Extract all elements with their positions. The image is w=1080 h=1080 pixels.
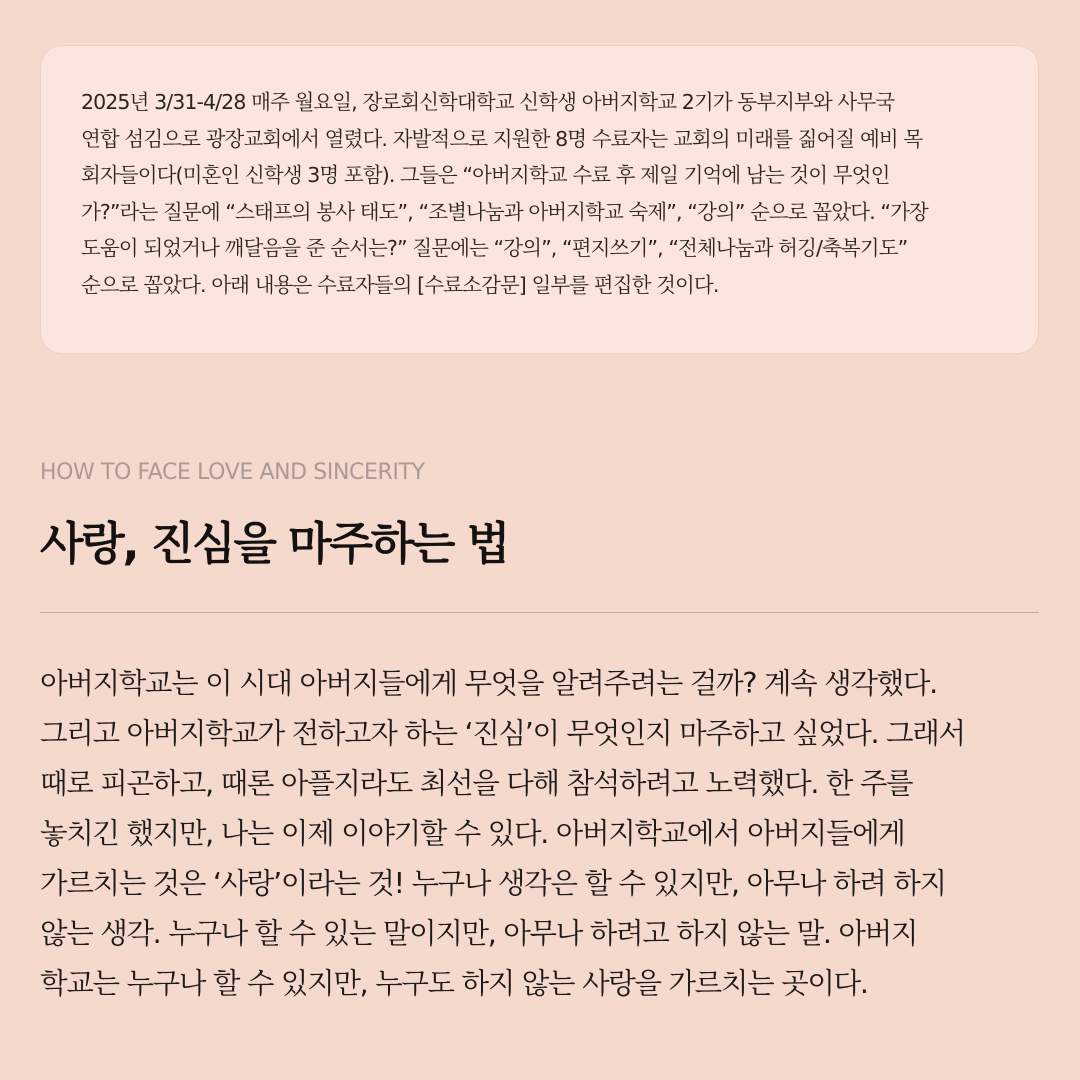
body-paragraph (40, 659, 1050, 1009)
body-line: 놓치긴 했지만, 나는 이제 이야기할 수 있다. 아버지학교에서 아버지들에게 (40, 817, 905, 850)
page-title: 사랑, 진심을 마주하는 법 (40, 517, 508, 570)
body-line: 그리고 아버지학교가 전하고자 하는 ‘진심’이 무엇인지 마주하고 싶었다. 그래서 (40, 717, 965, 750)
intro-line: 회자들이다(미혼인 신학생 3명 포함). 그들은 “아버지학교 수료 후 제일 기억에 남는 것이 무엇인 (81, 163, 890, 187)
intro-line: 가?”라는 질문에 “스태프의 봉사 태도”, “조별나눔과 아버지학교 숙제”, “강의” 순으로 꼽았다. “가장 (81, 199, 928, 224)
intro-line: 도움이 되었거나 깨달음을 준 순서는?” 질문에는 “강의”, “편지쓰기”, “전체나눔과 허깅/축복기도” (81, 236, 908, 260)
intro-card (40, 45, 1039, 354)
intro-line: 2025년 3/31-4/28 매주 월요일, 장로회신학대학교 신학생 아버지학교 2기가 동부지부와 사무국 (81, 90, 895, 114)
intro-paragraph (81, 84, 1000, 303)
body-line: 때로 피곤하고, 때론 아플지라도 최선을 다해 참석하려고 노력했다. 한 주를 (40, 767, 913, 800)
body-line: 학교는 누구나 할 수 있지만, 누구도 하지 않는 사랑을 가르치는 곳이다. (40, 967, 868, 1000)
intro-line: 연합 섬김으로 광장교회에서 열렸다. 자발적으로 지원한 8명 수료자는 교회의 미래를 짊어질 예비 목 (81, 126, 923, 151)
divider (40, 612, 1039, 613)
body-line: 가르치는 것은 ‘사랑’이라는 것! 누구나 생각은 할 수 있지만, 아무나 하려 하지 (40, 867, 946, 900)
section-eyebrow: HOW TO FACE LOVE AND SINCERITY (40, 460, 425, 485)
intro-line: 순으로 꼽았다. 아래 내용은 수료자들의 [수료소감문] 일부를 편집한 것이다. (81, 272, 719, 297)
body-line: 아버지학교는 이 시대 아버지들에게 무엇을 알려주려는 걸까? 계속 생각했다. (40, 667, 937, 700)
body-line: 않는 생각. 누구나 할 수 있는 말이지만, 아무나 하려고 하지 않는 말. 아버지 (40, 917, 918, 950)
